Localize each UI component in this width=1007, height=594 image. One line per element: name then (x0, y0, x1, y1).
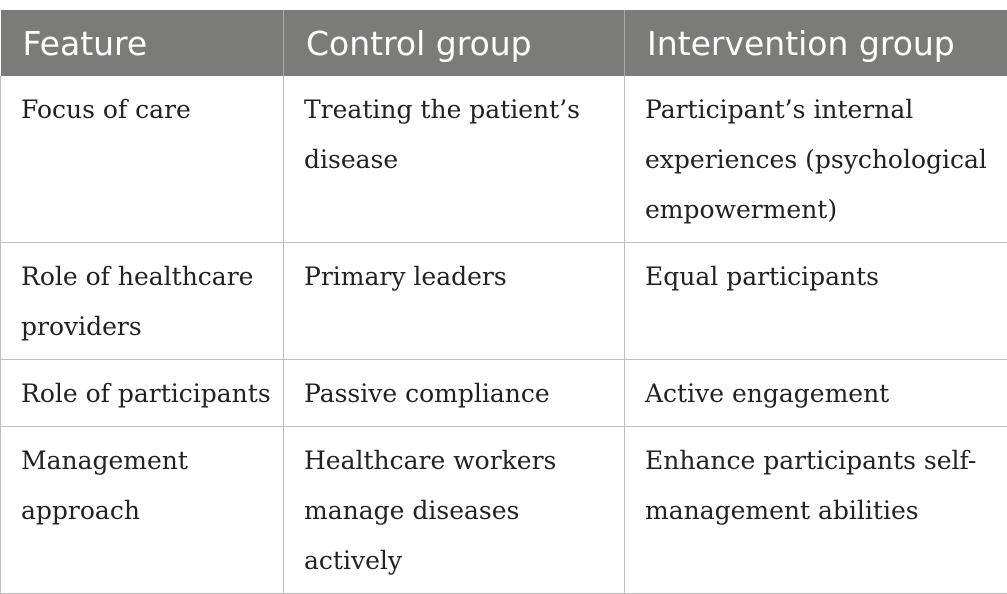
cell-intervention: Active engagement (625, 360, 1007, 427)
cell-intervention: Participant’s internal experiences (psychological empowerment) (625, 76, 1007, 243)
table-row (1, 360, 1007, 427)
cell-intervention: Equal participants (625, 243, 1007, 360)
header-row (1, 10, 1007, 76)
cell-feature: Focus of care (1, 76, 284, 243)
table-row (1, 76, 1007, 243)
header-feature: Feature (1, 10, 284, 76)
table-row (1, 243, 1007, 360)
header-control-group: Control group (284, 10, 625, 76)
cell-feature: Role of participants (1, 360, 284, 427)
cell-control: Treating the patient’s disease (284, 76, 625, 243)
table-row (1, 427, 1007, 594)
cell-feature: Management approach (1, 427, 284, 594)
cell-feature: Role of healthcare providers (1, 243, 284, 360)
comparison-table (0, 10, 1007, 594)
header-intervention-group: Intervention group (625, 10, 1007, 76)
cell-control: Passive compliance (284, 360, 625, 427)
table-body (1, 76, 1007, 594)
comparison-table-container (0, 10, 1007, 594)
table-header (1, 10, 1007, 76)
cell-intervention: Enhance participants self-management abilities (625, 427, 1007, 594)
cell-control: Healthcare workers manage diseases actively (284, 427, 625, 594)
cell-control: Primary leaders (284, 243, 625, 360)
